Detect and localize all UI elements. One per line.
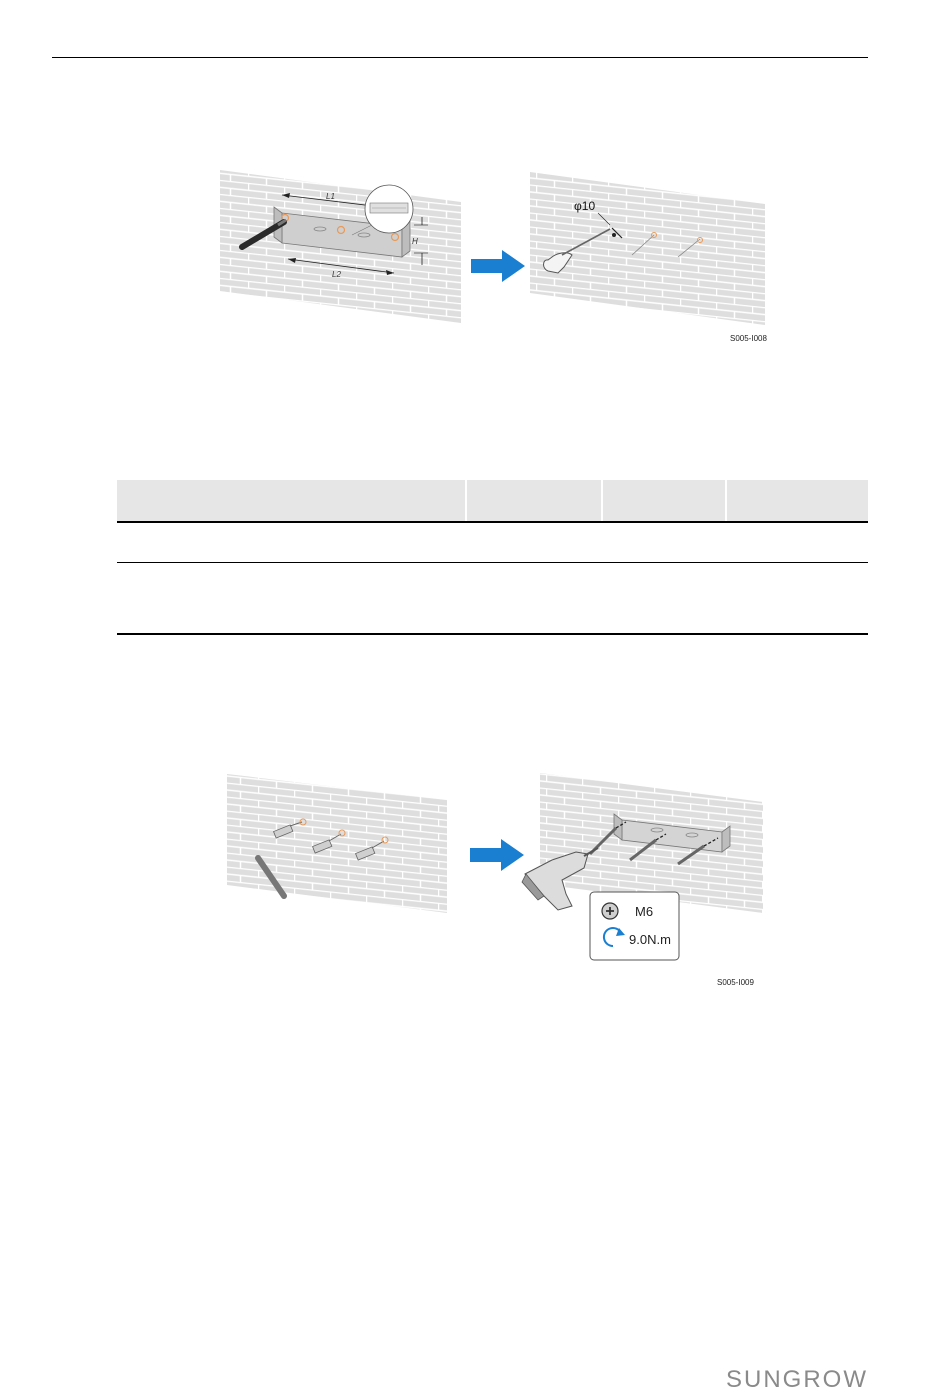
table-rule — [117, 521, 868, 523]
figure-label: S005-I008 — [730, 334, 767, 343]
table-rule — [117, 633, 868, 635]
svg-text:H: H — [412, 237, 418, 246]
arrow-right-icon — [471, 250, 525, 282]
torque-label: 9.0N.m — [629, 932, 671, 947]
header-rule — [52, 57, 868, 58]
screw-spec-label: M6 — [635, 904, 654, 919]
torque-spec-box — [590, 892, 679, 960]
table-rule — [117, 562, 868, 563]
brand-logo: SUNGROW — [726, 1366, 868, 1393]
drill-diameter-label: φ10 — [574, 199, 596, 213]
table-header — [117, 480, 868, 522]
svg-text:L1: L1 — [326, 192, 335, 201]
figure-mark-holes-drill — [212, 165, 782, 350]
brick-wall — [227, 774, 447, 913]
arrow-right-icon — [470, 839, 524, 871]
figure-install-bolts — [222, 768, 782, 978]
brick-wall — [530, 172, 765, 325]
svg-text:L2: L2 — [332, 270, 341, 279]
figure-label: S005-I009 — [717, 978, 754, 987]
